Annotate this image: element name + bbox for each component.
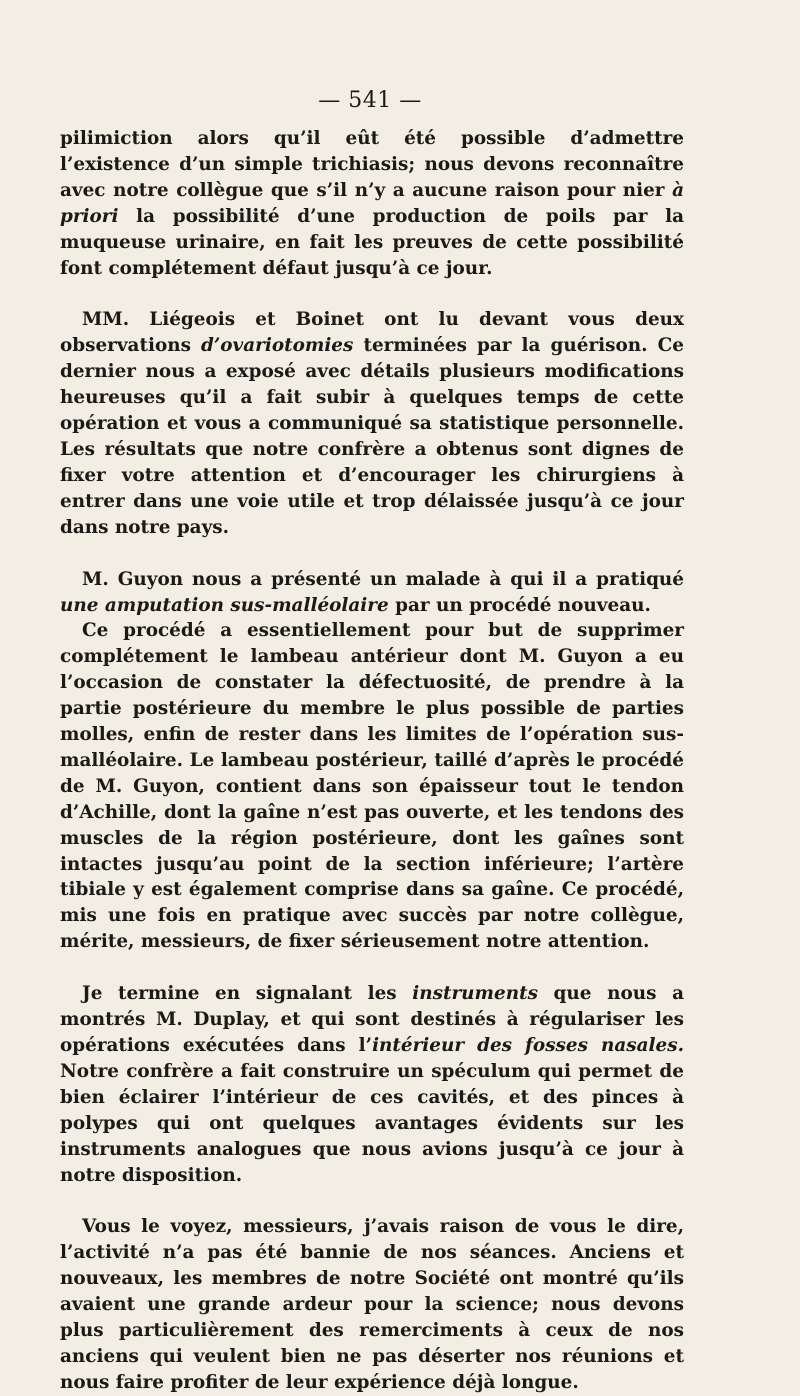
paragraph-guyon-amputation: M. Guyon nous a présenté un malade à qui il a pratiqué une amputation sus-malléolaire par un procédé nouveau. <box>60 568 684 616</box>
paragraph-conclusion: Vous le voyez, messieurs, j’avais raison de vous le dire, l’activité n’a pas été bannie de nos séances. Anciens et nouveaux, les membres de notre Société ont montré qu’ils avaient une grande ardeur pour la science; nous devons plus particulièrement des remerciments à ceux de nos anciens qui veulent bien ne pas déserter nos réunions et nous faire profiter de leur expérience déjà longue. <box>60 1216 684 1393</box>
paragraph-ovariotomies: MM. Liégeois et Boinet ont lu devant vous deux observations d’ovariotomies terminées par la guérison. Ce dernier nous a exposé avec détails plusieurs modifications heureuses qu’il a fait subir à quelques temps de cette opération et vous a communiqué sa statistique personnelle. Les résultats que notre confrère a obtenus sont dignes de fixer votre attention et d’encourager les chirurgiens à entrer dans une voie utile et trop délaissée jusqu’à ce jour dans notre pays. <box>60 309 684 538</box>
paragraph-trichiasis: pilimiction alors qu’il eût été possible d’admettre l’existence d’un simple trichiasis; nous devons reconnaître avec notre collègue que s’il n’y a aucune raison pour nier à priori la possibilité d’une production de poils par la muqueuse urinaire, en fait les preuves de cette possibilité font complétement défaut jusqu’à ce jour. <box>60 128 684 279</box>
paragraph-gap <box>60 1188 684 1214</box>
page-number: — 541 — <box>318 88 422 113</box>
paragraph-gap <box>60 541 684 567</box>
paragraph-procede: Ce procédé a essentiellement pour but de supprimer complétement le lambeau antérieur dont M. Guyon a eu l’occasion de constater la défectuosité, de prendre à la partie postérieure du membre le plus possible de parties molles, enfin de rester dans les limites de l’opération sus-malléolaire. Le lambeau postérieur, taillé d’après le procédé de M. Guyon, contient dans son épaisseur tout le tendon d’Achille, dont la gaîne n’est pas ouverte, et les tendons des muscles de la région postérieure, dont les gaînes sont intactes jusqu’au point de la section inférieure; l’artère tibiale y est également comprise dans sa gaîne. Ce procédé, mis une fois en pratique avec succès par notre collègue, mérite, messieurs, de fixer sérieusement notre attention. <box>60 620 684 953</box>
paragraph-instruments: Je termine en signalant les instruments que nous a montrés M. Duplay, et qui sont destinés à régulariser les opérations exécutées dans l’intérieur des fosses nasales. Notre confrère a fait construire un spéculum qui permet de bien éclairer l’intérieur de ces cavités, et des pinces à polypes qui ont quelques avantages évidents sur les instruments analogues que nous avions jusqu’à ce jour à notre disposition. <box>60 983 685 1186</box>
page-body <box>60 126 684 1396</box>
paragraph-gap <box>60 281 684 307</box>
paragraph-gap <box>60 955 684 981</box>
